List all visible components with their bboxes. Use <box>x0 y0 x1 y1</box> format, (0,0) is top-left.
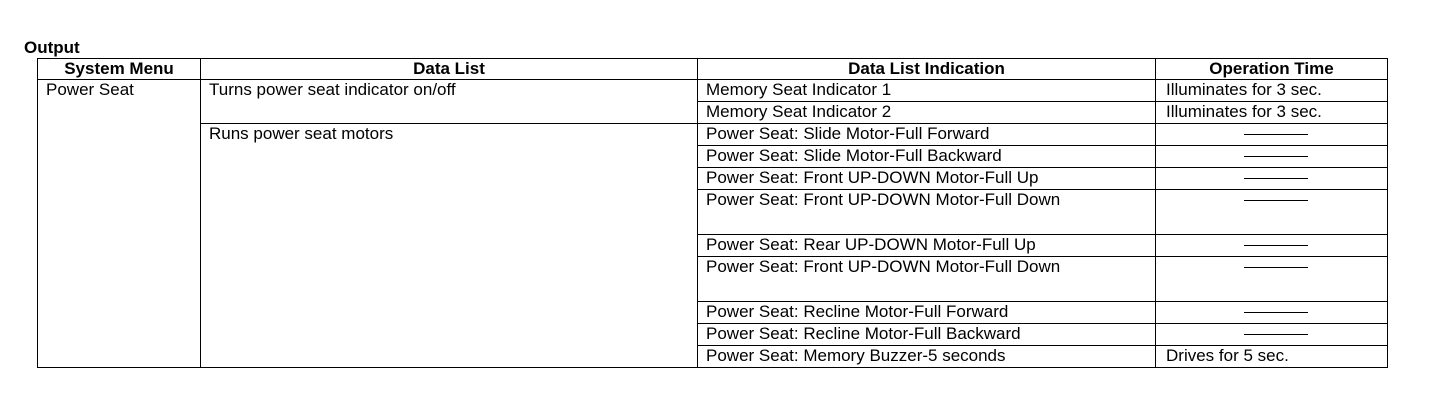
indication-cell: Power Seat: Memory Buzzer-5 seconds <box>698 346 1156 368</box>
indication-cell: Power Seat: Slide Motor-Full Forward <box>698 124 1156 146</box>
header-operation-time: Operation Time <box>1156 59 1388 80</box>
header-data-list: Data List <box>201 59 698 80</box>
operation-time-cell <box>1156 324 1388 346</box>
operation-time-cell: Illuminates for 3 sec. <box>1156 80 1388 102</box>
dash-mark <box>1244 334 1308 335</box>
operation-time-cell <box>1156 235 1388 257</box>
dash-mark <box>1244 312 1308 313</box>
table-row <box>38 124 1388 146</box>
operation-time-cell: Illuminates for 3 sec. <box>1156 102 1388 124</box>
dash-mark <box>1244 134 1308 135</box>
dash-mark <box>1244 178 1308 179</box>
indication-cell: Memory Seat Indicator 2 <box>698 102 1156 124</box>
output-table <box>37 58 1388 368</box>
dash-mark <box>1244 200 1308 201</box>
header-system-menu: System Menu <box>38 59 201 80</box>
indication-cell: Power Seat: Slide Motor-Full Backward <box>698 146 1156 168</box>
system-menu-cell: Power Seat <box>38 80 201 368</box>
indication-cell: Power Seat: Rear UP-DOWN Motor-Full Up <box>698 235 1156 257</box>
indication-cell: Memory Seat Indicator 1 <box>698 80 1156 102</box>
operation-time-cell <box>1156 302 1388 324</box>
indication-cell: Power Seat: Front UP-DOWN Motor-Full Down <box>698 190 1156 235</box>
operation-time-cell <box>1156 190 1388 235</box>
section-title: Output <box>24 38 80 57</box>
operation-time-cell <box>1156 124 1388 146</box>
dash-mark <box>1244 267 1308 268</box>
data-list-cell: Turns power seat indicator on/off <box>201 80 698 124</box>
indication-cell: Power Seat: Recline Motor-Full Forward <box>698 302 1156 324</box>
indication-cell: Power Seat: Front UP-DOWN Motor-Full Up <box>698 168 1156 190</box>
table-row <box>38 80 1388 102</box>
operation-time-cell <box>1156 168 1388 190</box>
indication-cell: Power Seat: Front UP-DOWN Motor-Full Down <box>698 257 1156 302</box>
dash-mark <box>1244 245 1308 246</box>
operation-time-cell: Drives for 5 sec. <box>1156 346 1388 368</box>
operation-time-cell <box>1156 257 1388 302</box>
data-list-cell: Runs power seat motors <box>201 124 698 368</box>
operation-time-cell <box>1156 146 1388 168</box>
table-header-row <box>38 59 1388 80</box>
indication-cell: Power Seat: Recline Motor-Full Backward <box>698 324 1156 346</box>
dash-mark <box>1244 156 1308 157</box>
header-data-list-indication: Data List Indication <box>698 59 1156 80</box>
